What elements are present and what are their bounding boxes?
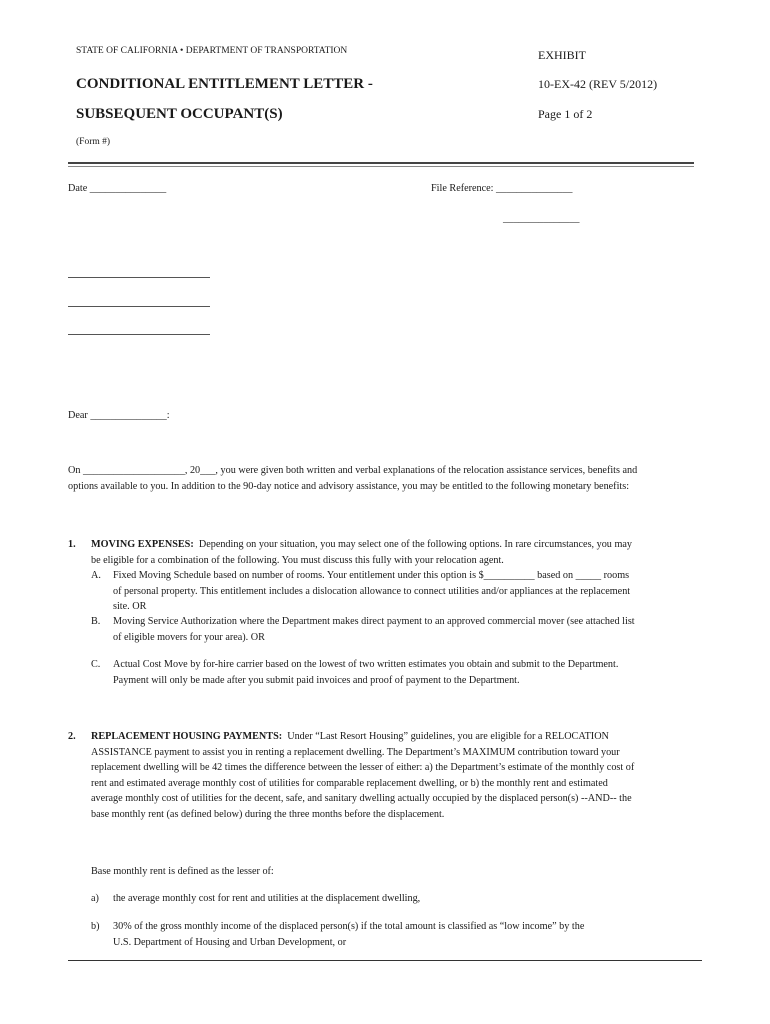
date-field[interactable]: Date _______________ — [68, 183, 167, 194]
option-c-text — [113, 657, 703, 688]
section2-line-6: base monthly rent (as defined below) during the three months before the displacement. — [91, 808, 445, 820]
option-b-text — [113, 614, 703, 645]
item-b-label: b) — [91, 921, 100, 932]
intro-paragraph — [68, 463, 708, 494]
section2-line-5: average monthly cost of utilities for the decent, safe, and sanitary dwelling actually occupied by the displaced person(s) --AND-- the — [91, 793, 632, 804]
section1-body — [91, 537, 703, 568]
file-reference-field[interactable]: File Reference: _______________ — [431, 183, 573, 194]
intro-line-1: On ____________________, 20___, you were given both written and verbal explanations of the relocation assistance services, benefits and — [68, 465, 638, 476]
section2-body — [91, 729, 703, 822]
option-b-label: B. — [91, 616, 101, 627]
form-code: 10-EX-42 (REV 5/2012) — [538, 77, 658, 91]
section1-heading: MOVING EXPENSES: — [91, 539, 194, 550]
option-b-line-1: Moving Service Authorization where the Department makes direct payment to an approved commercial mover (see attached list — [113, 616, 635, 627]
section1-line-2: be eligible for a combination of the following. You must discuss this fully with your relocation agent. — [91, 554, 504, 566]
page-title-line2: SUBSEQUENT OCCUPANT(S) — [76, 106, 283, 122]
address-line-1[interactable] — [68, 276, 210, 278]
base-rent-definition: Base monthly rent is defined as the lesser of: — [91, 866, 274, 877]
header-rule-secondary — [68, 166, 694, 167]
option-a-text — [113, 568, 703, 615]
option-a-line-3: site. OR — [113, 601, 147, 612]
option-a-line-1: Fixed Moving Schedule based on number of rooms. Your entitlement under this option is $__________ based on _____ rooms — [113, 570, 630, 581]
address-line-2[interactable] — [68, 305, 210, 307]
option-c-line-1: Actual Cost Move by for-hire carrier based on the lowest of two written estimates you obtain and submit to the Department. — [113, 659, 619, 670]
option-b-line-2: of eligible movers for your area). OR — [113, 631, 265, 643]
option-a-label: A. — [91, 570, 101, 581]
section2-line-4: rent and estimated average monthly cost of utilities for comparable replacement dwelling, or b) the monthly rent and estimated — [91, 777, 608, 789]
section2-line-3: replacement dwelling will be 42 times the difference between the lesser of either: a) the Department’s estimate of the monthly cost of — [91, 762, 635, 773]
exhibit-label: EXHIBIT — [538, 48, 586, 62]
section1-line-1: MOVING EXPENSES: Depending on your situation, you may select one of the following options. In rare circumstances, you may — [91, 539, 632, 550]
item-a-label: a) — [91, 893, 99, 904]
page-indicator: Page 1 of 2 — [538, 107, 593, 121]
intro-line-2: options available to you. In addition to the 90-day notice and advisory assistance, you may be entitled to the following monetary benefits: — [68, 480, 630, 492]
item-a-text: the average monthly cost for rent and utilities at the displacement dwelling, — [113, 893, 421, 904]
form-number: (Form #) — [76, 137, 111, 147]
section2-number: 2. — [68, 731, 76, 742]
section2-line-1: REPLACEMENT HOUSING PAYMENTS: Under “Last Resort Housing” guidelines, you are eligible for a RELOCATION — [91, 731, 609, 742]
section1-number: 1. — [68, 539, 76, 550]
option-c-line-2: Payment will only be made after you submit paid invoices and proof of payment to the Department. — [113, 674, 520, 686]
section2-heading: REPLACEMENT HOUSING PAYMENTS: — [91, 731, 283, 742]
agency-header: STATE OF CALIFORNIA • DEPARTMENT OF TRANSPORTATION — [76, 46, 348, 56]
header-rule — [68, 162, 694, 164]
option-c-label: C. — [91, 659, 101, 670]
salutation-field[interactable]: Dear _______________: — [68, 410, 170, 421]
page-title-line1: CONDITIONAL ENTITLEMENT LETTER - — [76, 76, 373, 92]
option-a-line-2: of personal property. This entitlement includes a dislocation allowance to connect utilities and/or appliances at the replacement — [113, 585, 631, 597]
section2-line-2: ASSISTANCE payment to assist you in renting a replacement dwelling. The Department’s MAXIMUM contribution toward your — [91, 746, 620, 758]
footer-rule — [68, 960, 702, 961]
file-reference-field-line2[interactable]: _______________ — [503, 213, 580, 224]
item-b-text — [113, 919, 703, 950]
address-line-3[interactable] — [68, 333, 210, 335]
item-b-line-1: 30% of the gross monthly income of the displaced person(s) if the total amount is classified as “low income” by the — [113, 921, 585, 932]
item-b-line-2: U.S. Department of Housing and Urban Development, or — [113, 936, 347, 948]
